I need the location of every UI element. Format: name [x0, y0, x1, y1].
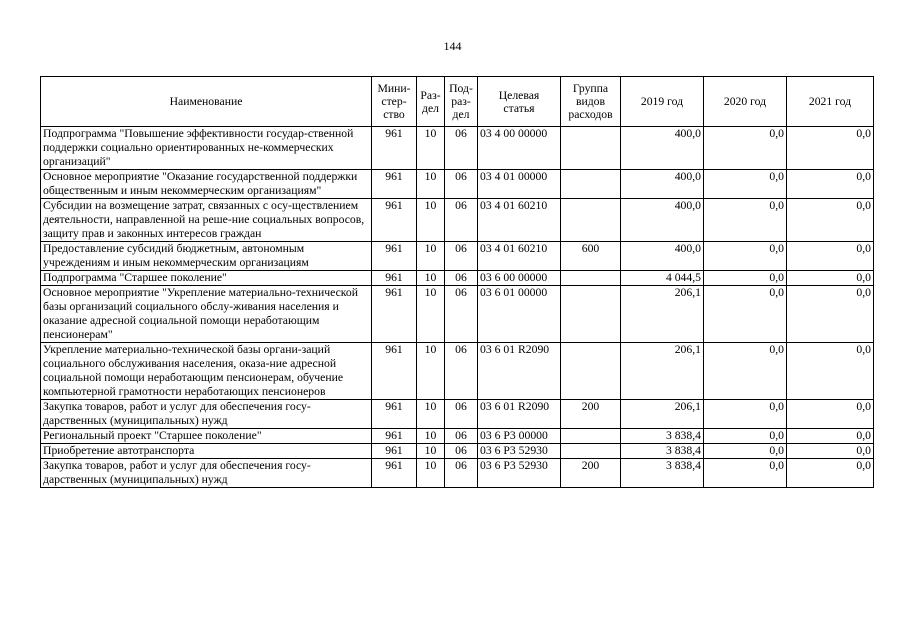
- table-row: [41, 459, 874, 488]
- cell-subsection: 06: [445, 400, 478, 429]
- cell-2020: 0,0: [704, 242, 787, 271]
- cell-expense: 200: [561, 459, 621, 488]
- cell-target: 03 6 P3 00000: [478, 429, 561, 444]
- cell-expense: 600: [561, 242, 621, 271]
- cell-subsection: 06: [445, 242, 478, 271]
- cell-2020: 0,0: [704, 343, 787, 400]
- cell-2021: 0,0: [787, 286, 874, 343]
- cell-2020: 0,0: [704, 444, 787, 459]
- header-expense-line3: расходов: [568, 108, 613, 121]
- header-subsection-line1: Под-: [449, 82, 473, 95]
- cell-ministry: 961: [372, 286, 417, 343]
- cell-section: 10: [417, 127, 445, 170]
- cell-2021: 0,0: [787, 400, 874, 429]
- table-row: [41, 242, 874, 271]
- cell-2019: 206,1: [621, 400, 704, 429]
- cell-2020: 0,0: [704, 271, 787, 286]
- cell-2019: 206,1: [621, 286, 704, 343]
- table-row: [41, 271, 874, 286]
- page-number: 144: [443, 39, 462, 53]
- table-row: [41, 127, 874, 170]
- cell-section: 10: [417, 400, 445, 429]
- cell-name: Закупка товаров, работ и услуг для обеспечения госу-дарственных (муниципальных) нужд: [41, 459, 372, 488]
- cell-section: 10: [417, 459, 445, 488]
- cell-target: 03 6 01 R2090: [478, 400, 561, 429]
- cell-2019: 3 838,4: [621, 459, 704, 488]
- header-2019: 2019 год: [621, 77, 704, 127]
- table-row: [41, 343, 874, 400]
- cell-2021: 0,0: [787, 170, 874, 199]
- cell-2021: 0,0: [787, 199, 874, 242]
- cell-subsection: 06: [445, 286, 478, 343]
- cell-2020: 0,0: [704, 400, 787, 429]
- cell-ministry: 961: [372, 444, 417, 459]
- cell-section: 10: [417, 170, 445, 199]
- header-target-line1: Целевая: [498, 88, 540, 102]
- cell-subsection: 06: [445, 199, 478, 242]
- cell-2021: 0,0: [787, 459, 874, 488]
- table-row: [41, 429, 874, 444]
- header-ministry-line1: Мини-: [377, 82, 411, 95]
- cell-name: Предоставление субсидий бюджетным, автономным учреждениям и иным некоммерческим организациям: [41, 242, 372, 271]
- cell-2019: 400,0: [621, 170, 704, 199]
- cell-2020: 0,0: [704, 127, 787, 170]
- cell-name: Подпрограмма "Старшее поколение": [41, 271, 372, 286]
- budget-table: [40, 76, 874, 488]
- cell-subsection: 06: [445, 170, 478, 199]
- header-expense-group: [561, 77, 621, 127]
- cell-2020: 0,0: [704, 199, 787, 242]
- cell-2021: 0,0: [787, 271, 874, 286]
- cell-ministry: 961: [372, 429, 417, 444]
- cell-ministry: 961: [372, 242, 417, 271]
- cell-target: 03 6 01 00000: [478, 286, 561, 343]
- cell-expense: [561, 170, 621, 199]
- header-section-line1: Раз-: [420, 88, 441, 102]
- cell-2020: 0,0: [704, 286, 787, 343]
- cell-subsection: 06: [445, 271, 478, 286]
- cell-expense: [561, 271, 621, 286]
- header-2021: 2021 год: [787, 77, 874, 127]
- header-section-line2: дел: [422, 101, 439, 115]
- cell-2020: 0,0: [704, 429, 787, 444]
- cell-expense: [561, 127, 621, 170]
- cell-target: 03 4 01 60210: [478, 242, 561, 271]
- header-name: Наименование: [41, 77, 372, 127]
- cell-subsection: 06: [445, 127, 478, 170]
- cell-target: 03 4 01 00000: [478, 170, 561, 199]
- header-section: [417, 77, 445, 127]
- cell-section: 10: [417, 271, 445, 286]
- cell-subsection: 06: [445, 429, 478, 444]
- header-subsection: [445, 77, 478, 127]
- cell-section: 10: [417, 199, 445, 242]
- table-row: [41, 444, 874, 459]
- cell-section: 10: [417, 444, 445, 459]
- cell-2019: 400,0: [621, 127, 704, 170]
- table-header-row: [41, 77, 874, 127]
- cell-name: Основное мероприятие "Укрепление материально-технической базы организаций социального обслу-живания населения и оказание адресной социальной помощи неработающим пенсионерам": [41, 286, 372, 343]
- cell-subsection: 06: [445, 459, 478, 488]
- header-target: [478, 77, 561, 127]
- cell-target: 03 6 P3 52930: [478, 444, 561, 459]
- cell-expense: [561, 286, 621, 343]
- cell-name: Укрепление материально-технической базы органи-заций социального обслуживания населения, оказа-ние адресной социальной помощи неработающим пенсионерам, обучение компьютерной грамотности неработающих пенсионеров: [41, 343, 372, 400]
- cell-target: 03 4 01 60210: [478, 199, 561, 242]
- table-row: [41, 199, 874, 242]
- cell-name: Закупка товаров, работ и услуг для обеспечения госу-дарственных (муниципальных) нужд: [41, 400, 372, 429]
- cell-expense: 200: [561, 400, 621, 429]
- cell-section: 10: [417, 286, 445, 343]
- cell-ministry: 961: [372, 127, 417, 170]
- cell-2021: 0,0: [787, 242, 874, 271]
- header-expense-line2: видов: [575, 95, 606, 108]
- cell-2019: 400,0: [621, 199, 704, 242]
- cell-name: Субсидии на возмещение затрат, связанных с осу-ществлением деятельности, направленной на реше-ние социальных вопросов, защиту прав и законных интересов граждан: [41, 199, 372, 242]
- cell-2019: 206,1: [621, 343, 704, 400]
- cell-2020: 0,0: [704, 170, 787, 199]
- cell-name: Основное мероприятие "Оказание государственной поддержки общественным и иным некоммерческим организациям": [41, 170, 372, 199]
- cell-expense: [561, 429, 621, 444]
- cell-section: 10: [417, 429, 445, 444]
- header-expense-line1: Группа: [572, 82, 609, 95]
- cell-subsection: 06: [445, 343, 478, 400]
- cell-2019: 4 044,5: [621, 271, 704, 286]
- cell-2021: 0,0: [787, 127, 874, 170]
- table-row: [41, 286, 874, 343]
- cell-2019: 400,0: [621, 242, 704, 271]
- cell-target: 03 4 00 00000: [478, 127, 561, 170]
- cell-2019: 3 838,4: [621, 429, 704, 444]
- cell-2021: 0,0: [787, 343, 874, 400]
- cell-ministry: 961: [372, 459, 417, 488]
- cell-2021: 0,0: [787, 444, 874, 459]
- cell-expense: [561, 444, 621, 459]
- header-ministry: [372, 77, 417, 127]
- cell-ministry: 961: [372, 400, 417, 429]
- cell-ministry: 961: [372, 271, 417, 286]
- table-row: [41, 170, 874, 199]
- cell-expense: [561, 343, 621, 400]
- cell-target: 03 6 P3 52930: [478, 459, 561, 488]
- cell-2021: 0,0: [787, 429, 874, 444]
- cell-name: Региональный проект "Старшее поколение": [41, 429, 372, 444]
- header-2020: 2020 год: [704, 77, 787, 127]
- cell-name: Подпрограмма "Повышение эффективности государ-ственной поддержки социально ориентированных не-коммерческих организаций": [41, 127, 372, 170]
- table-row: [41, 400, 874, 429]
- cell-expense: [561, 199, 621, 242]
- cell-2020: 0,0: [704, 459, 787, 488]
- header-subsection-line2: раз-: [451, 95, 471, 108]
- cell-target: 03 6 01 R2090: [478, 343, 561, 400]
- header-target-line2: статья: [503, 101, 535, 115]
- header-ministry-line3: ство: [383, 108, 405, 121]
- cell-ministry: 961: [372, 199, 417, 242]
- cell-2019: 3 838,4: [621, 444, 704, 459]
- cell-target: 03 6 00 00000: [478, 271, 561, 286]
- cell-section: 10: [417, 242, 445, 271]
- cell-name: Приобретение автотранспорта: [41, 444, 372, 459]
- header-ministry-line2: стер-: [381, 95, 407, 108]
- cell-ministry: 961: [372, 343, 417, 400]
- cell-section: 10: [417, 343, 445, 400]
- cell-ministry: 961: [372, 170, 417, 199]
- header-subsection-line3: дел: [452, 108, 470, 121]
- cell-subsection: 06: [445, 444, 478, 459]
